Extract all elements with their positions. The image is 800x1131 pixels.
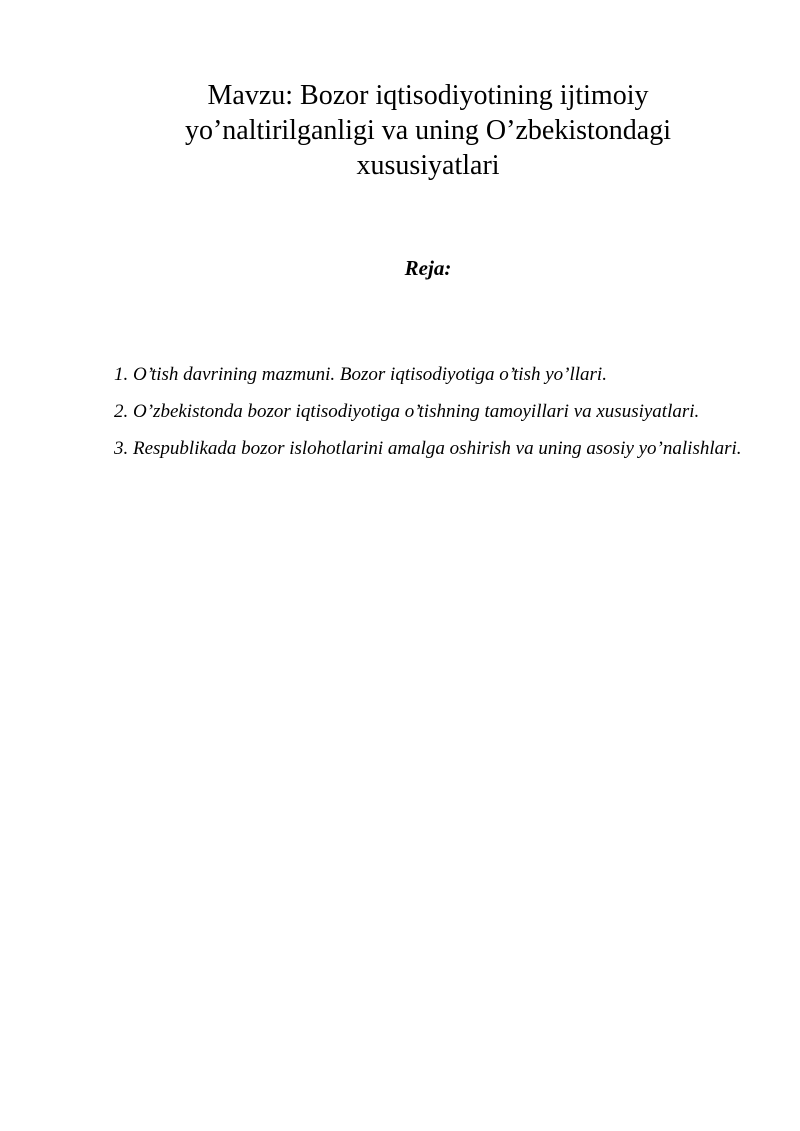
plan-item-1: 1. O’tish davrining mazmuni. Bozor iqtisodiyotiga o’tish yo’llari.	[114, 364, 607, 385]
plan-heading: Reja:	[404, 256, 452, 280]
document-title	[150, 78, 706, 183]
title-line: Mavzu: Bozor iqtisodiyotining ijtimoiy	[207, 80, 649, 111]
title-line: xususiyatlari	[356, 150, 500, 181]
plan-list	[114, 356, 742, 467]
plan-item-2: 2. O’zbekistonda bozor iqtisodiyotiga o’tishning tamoyillari va xususiyatlari.	[114, 401, 700, 422]
plan-item-3: 3. Respublikada bozor islohotlarini amalga oshirish va uning asosiy yo’nalishlari.	[114, 438, 742, 459]
title-line: yo’naltirilganligi va uning O’zbekistondagi	[184, 115, 671, 146]
